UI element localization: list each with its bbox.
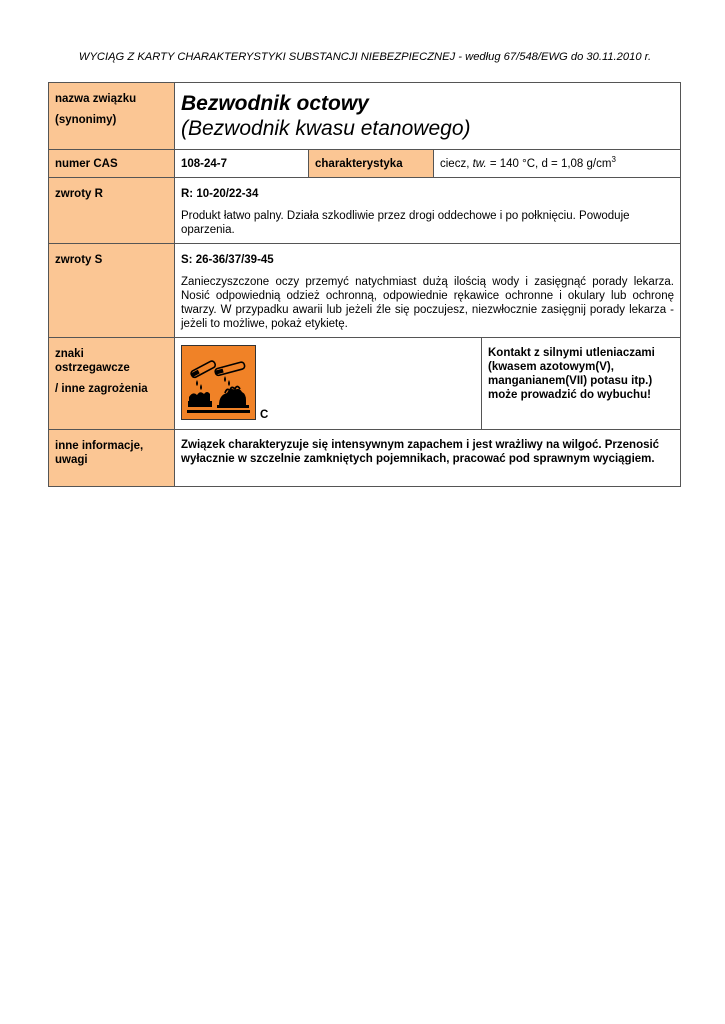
- row-s-phrases: [49, 244, 681, 338]
- corrosive-icon: [185, 349, 252, 416]
- substance-card-table: [48, 82, 681, 487]
- row-hazard: [49, 338, 681, 430]
- r-phrases-text: Produkt łatwo palny. Działa szkodliwie przez drogi oddechowe i po połknięciu. Powoduje oparzenia.: [181, 210, 630, 236]
- hazard-label-cell: [49, 338, 175, 430]
- document-header: WYCIĄG Z KARTY CHARAKTERYSTYKI SUBSTANCJI NIEBEZPIECZNEJ - według 67/548/EWG do 30.11.2010 r.: [78, 51, 652, 63]
- hazard-code: C: [260, 409, 269, 421]
- other-info-label: inne informacje, uwagi: [49, 430, 175, 487]
- hazard-label-line2: ostrzegawcze: [55, 362, 130, 374]
- compound-synonym: (Bezwodnik kwasu etanowego): [181, 117, 471, 140]
- row-other-info: [49, 430, 681, 487]
- characteristics-value: [434, 150, 681, 178]
- compound-name-cell: [175, 83, 681, 150]
- compound-name-label: nazwa związku: [55, 93, 137, 105]
- char-post: = 140 °C, d = 1,08 g/cm: [486, 158, 612, 170]
- hazard-label-line3: / inne zagrożenia: [55, 383, 148, 395]
- row-r-phrases: [49, 178, 681, 244]
- s-phrases-cell: [175, 244, 681, 338]
- s-phrases-label: zwroty S: [49, 244, 175, 338]
- compound-title: Bezwodnik octowy: [181, 92, 369, 115]
- r-phrases-code: R: 10-20/22-34: [181, 188, 259, 200]
- r-phrases-label: zwroty R: [49, 178, 175, 244]
- hazard-pictogram-cell: [175, 338, 482, 430]
- synonyms-label: (synonimy): [55, 114, 117, 126]
- cas-value: 108-24-7: [175, 150, 309, 178]
- row-cas: [49, 150, 681, 178]
- char-pre: ciecz,: [440, 158, 473, 170]
- cas-label: numer CAS: [49, 150, 175, 178]
- hazard-label-line1: znaki: [55, 348, 84, 360]
- compound-name-label-cell: [49, 83, 175, 150]
- characteristics-label: charakterystyka: [309, 150, 434, 178]
- other-info-text: Związek charakteryzuje się intensywnym zapachem i jest wrażliwy na wilgoć. Przenosić wyłacznie w szczelnie zamkniętych pojemnikach, pracować pod sprawnym wyciągiem.: [175, 430, 681, 487]
- char-sup: 3: [611, 155, 616, 165]
- corrosive-pictogram: [181, 345, 256, 420]
- hazard-pictogram-wrap: [181, 345, 475, 420]
- r-phrases-cell: [175, 178, 681, 244]
- row-compound-name: [49, 83, 681, 150]
- hazard-warning: Kontakt z silnymi utleniaczami (kwasem azotowym(V), manganianem(VII) potasu itp.) może prowadzić do wybuchu!: [482, 338, 681, 430]
- s-phrases-code: S: 26-36/37/39-45: [181, 254, 274, 266]
- s-phrases-text: Zanieczyszczone oczy przemyć natychmiast dużą ilością wody i zasięgnąć porady lekarza. Nosić odpowiednią odzież ochronną, odpowiednie rękawice ochronne i okulary lub ochronę twarzy. W przypadku awarii lub jeżeli źle się poczujesz, niezwłocznie zasięgnij porady lekarza - jeżeli to możliwe, pokaż etykietę.: [181, 276, 674, 330]
- char-tw: tw.: [472, 158, 487, 170]
